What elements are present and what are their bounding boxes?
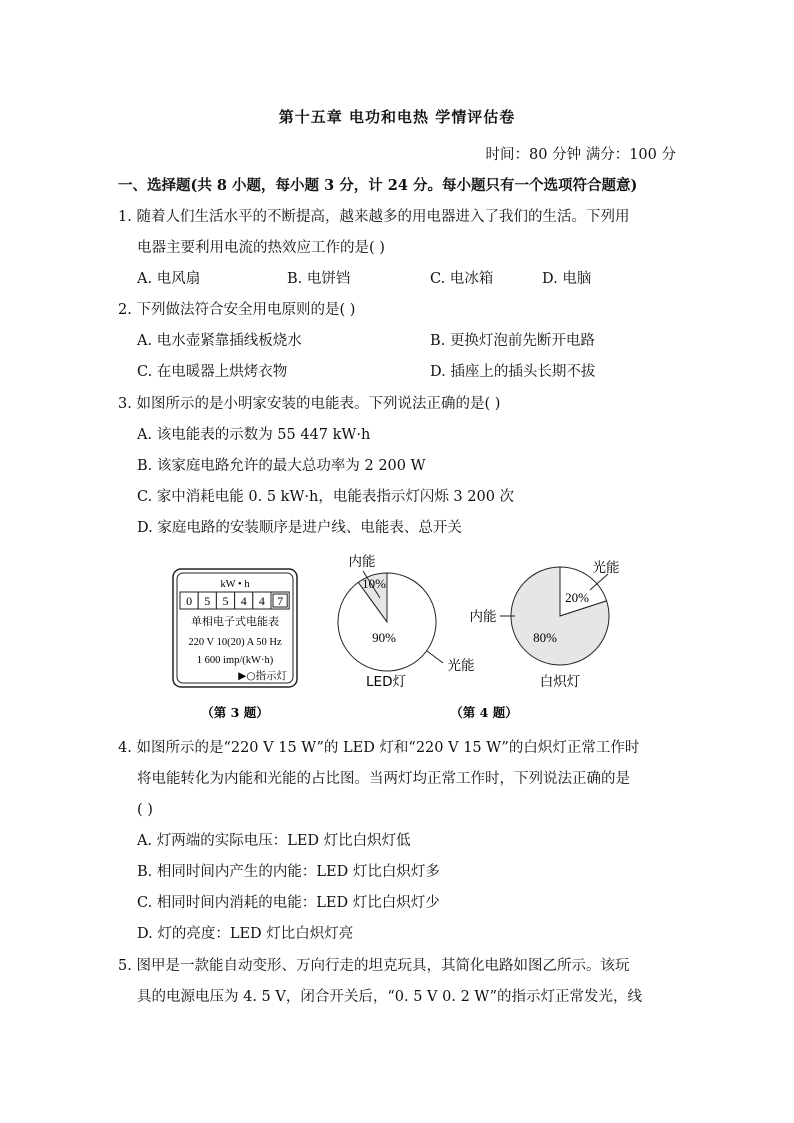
question-3-stem: 3. 如图所示的是小明家安装的电能表。下列说法正确的是( ) — [118, 396, 501, 412]
incandescent-heat-label: 内能 — [469, 609, 497, 625]
led-light-percent: 90% — [372, 630, 396, 645]
question-1-stem-line1: 1. 随着人们生活水平的不断提高，越来越多的用电器进入了我们的生活。下列用 — [118, 209, 630, 225]
meter-digit: 4 — [258, 594, 265, 608]
electric-meter-figure — [173, 569, 297, 687]
meter-digit: 0 — [186, 594, 193, 608]
question-2-option-d: D. 插座上的插头长期不拔 — [430, 364, 596, 380]
led-chart-title: LED灯 — [366, 674, 406, 690]
question-1-option-b: B. 电饼铛 — [287, 271, 351, 287]
incandescent-heat-percent: 80% — [533, 630, 557, 645]
meter-constant: 1 600 imp/(kW·h) — [196, 655, 274, 666]
question-3-option-c: C. 家中消耗电能 0. 5 kW·h，电能表指示灯闪烁 3 200 次 — [137, 489, 515, 505]
question-4-stem-line2: 将电能转化为内能和光能的占比图。当两灯均正常工作时，下列说法正确的是 — [137, 771, 630, 787]
question-1-stem-line2: 电器主要利用电流的热效应工作的是( ) — [137, 240, 385, 256]
incandescent-chart-title: 白炽灯 — [539, 674, 581, 690]
question-3-option-b: B. 该家庭电路允许的最大总功率为 2 200 W — [137, 458, 426, 474]
pie-slice-光能 — [338, 573, 436, 671]
question-4-option-b: B. 相同时间内产生的内能：LED 灯比白炽灯多 — [137, 864, 440, 880]
led-heat-percent: 10% — [362, 576, 386, 591]
incandescent-light-percent: 20% — [565, 590, 589, 605]
led-light-label: 光能 — [447, 658, 475, 674]
question-1-option-a: A. 电风扇 — [137, 271, 201, 287]
question-2-option-c: C. 在电暖器上烘烤衣物 — [137, 364, 288, 380]
question-5-stem-line2: 具的电源电压为 4. 5 V，闭合开关后，“0. 5 V 0. 2 W”的指示灯正常发光，线 — [137, 989, 642, 1005]
led-light-leader — [427, 651, 443, 663]
meter-unit-label: kW • h — [220, 579, 250, 590]
led-pie-chart — [338, 573, 436, 671]
question-1-option-d: D. 电脑 — [542, 271, 592, 287]
meter-digit: 4 — [240, 594, 247, 608]
question-4-stem-line3: ( ) — [137, 802, 153, 818]
section-heading: 一、选择题(共 8 小题，每小题 3 分，计 24 分。每小题只有一个选项符合题意) — [118, 177, 638, 194]
meter-indicator: ▶○指示灯 — [238, 670, 287, 682]
question-2-option-a: A. 电水壶紧靠插线板烧水 — [137, 333, 302, 349]
incandescent-pie-chart — [511, 567, 609, 665]
led-heat-label: 内能 — [348, 554, 376, 570]
question-3-option-a: A. 该电能表的示数为 55 447 kW·h — [137, 427, 371, 443]
figure-3-caption: （第 3 题） — [201, 705, 269, 720]
meter-name: 单相电子式电能表 — [191, 615, 279, 628]
question-2-stem: 2. 下列做法符合安全用电原则的是( ) — [118, 302, 356, 318]
meter-digit: 5 — [222, 594, 229, 608]
question-4-option-c: C. 相同时间内消耗的电能：LED 灯比白炽灯少 — [137, 895, 440, 911]
exam-info: 时间：80 分钟 满分：100 分 — [485, 147, 676, 163]
meter-digit: 7 — [277, 594, 284, 608]
meter-rating: 220 V 10(20) A 50 Hz — [188, 637, 282, 648]
question-2-option-b: B. 更换灯泡前先断开电路 — [430, 333, 595, 349]
incandescent-light-label: 光能 — [592, 560, 620, 576]
question-1-option-c: C. 电冰箱 — [430, 271, 494, 287]
question-4-option-d: D. 灯的亮度：LED 灯比白炽灯亮 — [137, 926, 354, 942]
page-title: 第十五章 电功和电热 学情评估卷 — [278, 108, 516, 126]
question-4-stem-line1: 4. 如图所示的是“220 V 15 W”的 LED 灯和“220 V 15 W”的白炽灯正常工作时 — [118, 740, 640, 756]
question-5-stem-line1: 5. 图甲是一款能自动变形、万向行走的坦克玩具，其简化电路如图乙所示。该玩 — [118, 958, 630, 974]
meter-digit: 5 — [204, 594, 211, 608]
meter-digit-row — [180, 592, 289, 609]
question-3-option-d: D. 家庭电路的安装顺序是进户线、电能表、总开关 — [137, 520, 462, 536]
question-4-option-a: A. 灯两端的实际电压：LED 灯比白炽灯低 — [137, 833, 411, 849]
figure-4-caption: （第 4 题） — [450, 705, 518, 720]
